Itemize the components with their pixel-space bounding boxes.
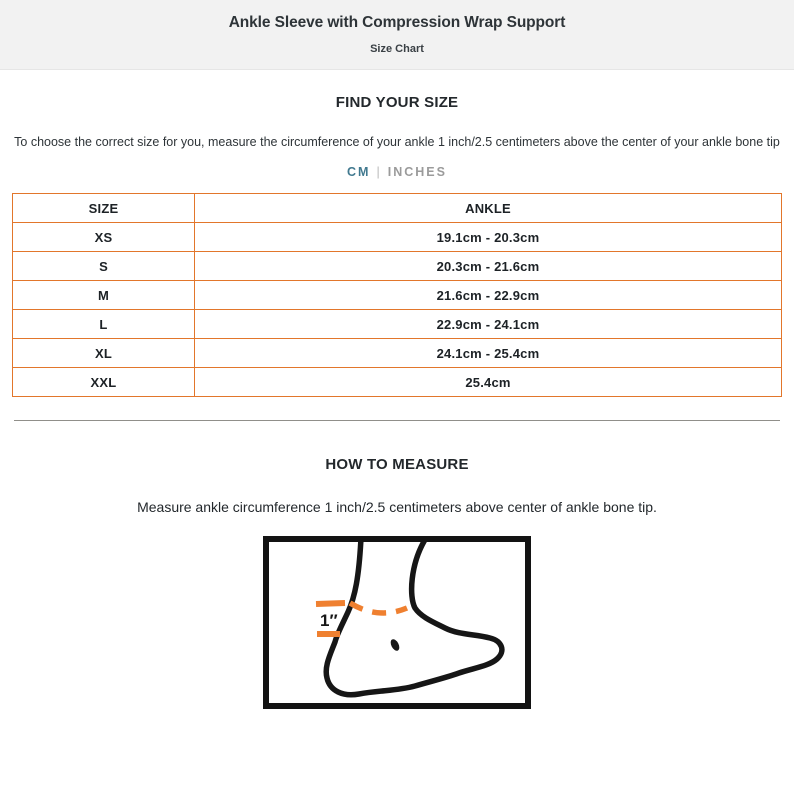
size-cell: L [13,310,195,339]
ankle-cell: 20.3cm - 21.6cm [195,252,782,281]
sizing-instructions: To choose the correct size for you, measure the circumference of your ankle 1 inch/2.5 centimeters above the center of your ankle bone tip [14,135,780,149]
unit-separator: | [376,165,382,179]
ankle-bone-dot [389,638,401,652]
measurement-bar-top [316,603,345,604]
unit-cm-button[interactable]: CM [347,165,371,179]
size-cell: XL [13,339,195,368]
measure-instructions: Measure ankle circumference 1 inch/2.5 centimeters above center of ankle bone tip. [137,499,657,515]
ankle-cell: 22.9cm - 24.1cm [195,310,782,339]
table-row [13,252,782,281]
size-cell: XS [13,223,195,252]
diagram-container [0,536,794,709]
table-row [13,281,782,310]
ankle-foot-illustration-svg [269,542,525,703]
section-divider [14,420,780,421]
table-header-row [13,194,782,223]
ankle-cell: 24.1cm - 25.4cm [195,339,782,368]
how-to-measure-heading: HOW TO MEASURE [325,456,469,473]
size-chart-table [12,193,782,397]
ankle-cell: 21.6cm - 22.9cm [195,281,782,310]
foot-outline [326,542,502,695]
unit-toggle [0,165,794,179]
ankle-cell: 25.4cm [195,368,782,397]
column-header-ankle: ANKLE [195,194,782,223]
product-title: Ankle Sleeve with Compression Wrap Support [228,14,566,31]
ankle-cell: 19.1cm - 20.3cm [195,223,782,252]
page-header [0,0,794,70]
table-row [13,223,782,252]
ankle-measurement-diagram [263,536,531,709]
size-cell: M [13,281,195,310]
size-cell: XXL [13,368,195,397]
find-your-size-heading: FIND YOUR SIZE [335,94,459,111]
table-row [13,310,782,339]
page-subtitle: Size Chart [370,43,424,55]
measurement-dashed-line [350,603,407,613]
table-row [13,339,782,368]
one-inch-label: 1″ [320,611,338,630]
unit-inches-button[interactable]: INCHES [387,165,447,179]
size-cell: S [13,252,195,281]
table-row [13,368,782,397]
column-header-size: SIZE [13,194,195,223]
